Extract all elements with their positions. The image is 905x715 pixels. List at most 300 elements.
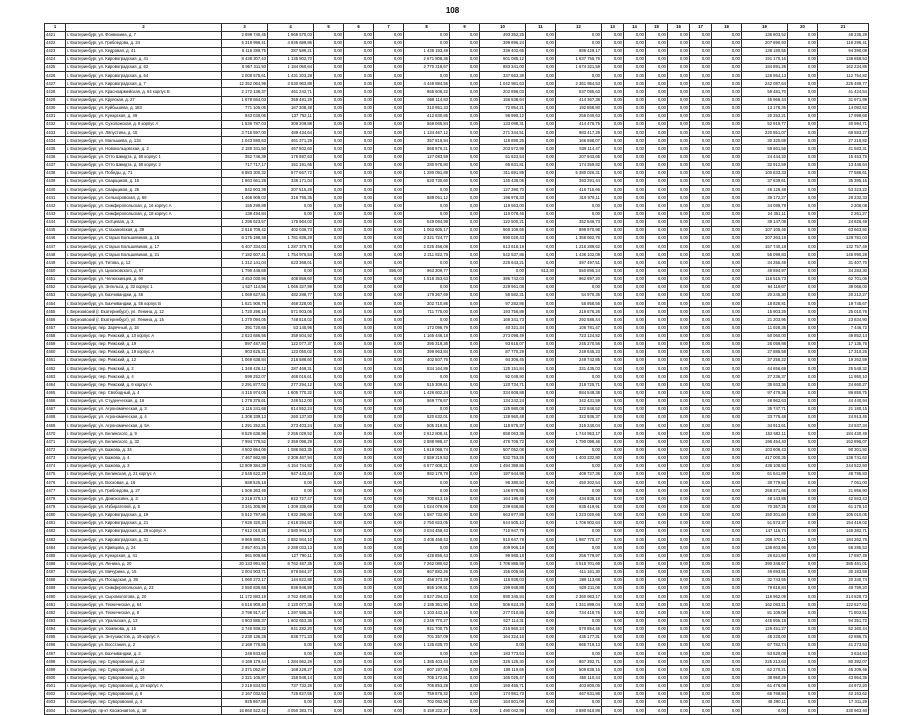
table-row bbox=[45, 316, 869, 324]
amount-cell: 0,00 bbox=[788, 576, 818, 584]
amount-cell: 0,00 bbox=[788, 218, 818, 226]
amount-cell: 0,00 bbox=[624, 55, 646, 63]
amount-cell: 0,00 bbox=[646, 283, 668, 291]
amount-cell: 0,00 bbox=[344, 576, 374, 584]
amount-cell: 0,00 bbox=[668, 308, 690, 316]
amount-cell: 4 935 689,86 bbox=[268, 39, 314, 47]
amount-cell: 2 321 724,77 bbox=[404, 235, 450, 243]
amount-cell: 2 172 136,37 bbox=[222, 88, 268, 96]
row-number-cell: 4428 bbox=[45, 88, 66, 96]
amount-cell: 1 536 787,03 bbox=[222, 121, 268, 129]
amount-cell: 96 380,50 bbox=[480, 479, 526, 487]
table-row bbox=[45, 235, 869, 243]
table-row bbox=[45, 64, 869, 72]
amount-cell: 455 110,44 bbox=[556, 674, 602, 682]
amount-cell: 0,00 bbox=[344, 194, 374, 202]
address-cell: г. Екатеринбург, ул. Челюскинцев, д. 90 bbox=[66, 275, 222, 283]
amount-cell: 48 143,88 bbox=[742, 495, 788, 503]
amount-cell: 0,00 bbox=[526, 544, 556, 552]
amount-cell: 0,00 bbox=[646, 658, 668, 666]
amount-cell: 2 361 954,53 bbox=[556, 80, 602, 88]
amount-cell: 0,00 bbox=[526, 243, 556, 251]
amount-cell: 1 184 050,64 bbox=[268, 64, 314, 72]
amount-cell: 0,00 bbox=[788, 178, 818, 186]
amount-cell: 0,00 bbox=[788, 658, 818, 666]
amount-cell: 509 838,15 bbox=[556, 666, 602, 674]
amount-cell: 0,00 bbox=[712, 503, 742, 511]
amount-cell: 0,00 bbox=[450, 243, 480, 251]
amount-cell: 0,00 bbox=[788, 251, 818, 259]
amount-cell: 0,00 bbox=[374, 666, 404, 674]
amount-cell: 0,00 bbox=[374, 178, 404, 186]
amount-cell: 271 344,51 bbox=[480, 129, 526, 137]
amount-cell: 0,00 bbox=[314, 340, 344, 348]
address-cell: г. Екатеринбург, пр-кт Космонавтов, д. 18 bbox=[66, 707, 222, 715]
amount-cell: 0,00 bbox=[668, 340, 690, 348]
amount-cell: 1 637 755,76 bbox=[556, 55, 602, 63]
amount-cell: 1 403 232,80 bbox=[556, 454, 602, 462]
amount-cell: 0,00 bbox=[450, 487, 480, 495]
amount-cell: 256 040,63 bbox=[556, 112, 602, 120]
amount-cell: 0,00 bbox=[646, 373, 668, 381]
amount-cell: 0,00 bbox=[374, 528, 404, 536]
amount-cell: 1 042 981,63 bbox=[480, 80, 526, 88]
amount-cell: 0,00 bbox=[788, 536, 818, 544]
row-number-cell: 4500 bbox=[45, 674, 66, 682]
amount-cell: 539 114,47 bbox=[556, 145, 602, 153]
amount-cell: 48 785,83 bbox=[818, 471, 869, 479]
row-number-cell: 4463 bbox=[45, 373, 66, 381]
row-number-cell: 4480 bbox=[45, 511, 66, 519]
amount-cell: 0,00 bbox=[314, 560, 344, 568]
amount-cell: 0,00 bbox=[788, 88, 818, 96]
amount-cell: 146 990,28 bbox=[818, 251, 869, 259]
amount-cell: 0,00 bbox=[712, 226, 742, 234]
amount-cell: 416 715,66 bbox=[556, 186, 602, 194]
amount-cell: 0,00 bbox=[602, 633, 624, 641]
amount-cell: 0,00 bbox=[344, 80, 374, 88]
amount-cell: 0,00 bbox=[788, 283, 818, 291]
amount-cell: 0,00 bbox=[712, 235, 742, 243]
amount-cell: 6 516 900,40 bbox=[222, 601, 268, 609]
amount-cell: 0,00 bbox=[314, 625, 344, 633]
amount-cell: 0,00 bbox=[712, 471, 742, 479]
amount-cell: 72 854,21 bbox=[480, 104, 526, 112]
amount-cell: 0,00 bbox=[788, 348, 818, 356]
amount-cell: 0,00 bbox=[712, 617, 742, 625]
amount-cell: 0,00 bbox=[788, 267, 818, 275]
amount-cell: 0,00 bbox=[690, 650, 712, 658]
amount-cell: 0,00 bbox=[646, 576, 668, 584]
amount-cell: 595,00 bbox=[374, 267, 404, 275]
row-number-cell: 4455 bbox=[45, 308, 66, 316]
amount-cell: 0,00 bbox=[602, 666, 624, 674]
amount-cell: 0,00 bbox=[374, 235, 404, 243]
amount-cell: 277 010,86 bbox=[480, 609, 526, 617]
amount-cell: 0,00 bbox=[404, 479, 450, 487]
table-row bbox=[45, 55, 869, 63]
amount-cell: 16 860 522,42 bbox=[222, 707, 268, 715]
amount-cell: 116 962,09 bbox=[742, 593, 788, 601]
amount-cell: 0,00 bbox=[668, 519, 690, 527]
amount-cell: 0,00 bbox=[314, 259, 344, 267]
amount-cell: 0,00 bbox=[314, 495, 344, 503]
amount-cell: 620 730,60 bbox=[404, 178, 450, 186]
amount-cell: 0,00 bbox=[314, 397, 344, 405]
row-number-cell: 4467 bbox=[45, 405, 66, 413]
amount-cell: 570 854,46 bbox=[556, 625, 602, 633]
amount-cell: 0,00 bbox=[344, 104, 374, 112]
amount-cell: 62 701,06 bbox=[818, 275, 869, 283]
table-row bbox=[45, 568, 869, 576]
amount-cell: 0,00 bbox=[450, 666, 480, 674]
amount-cell: 13 176,35 bbox=[742, 104, 788, 112]
amount-cell: 315 240,04 bbox=[556, 422, 602, 430]
amount-cell: 215 960,24 bbox=[480, 625, 526, 633]
address-cell: г. Екатеринбург, ул. Техническая, д. 64 bbox=[66, 601, 222, 609]
amount-cell: 0,00 bbox=[624, 699, 646, 707]
amount-cell: 0,00 bbox=[602, 471, 624, 479]
amount-cell: 0,00 bbox=[690, 161, 712, 169]
amount-cell: 193 756,89 bbox=[480, 308, 526, 316]
amount-cell: 68 583,27 bbox=[818, 129, 869, 137]
amount-cell: 0,00 bbox=[668, 161, 690, 169]
amount-cell: 0,00 bbox=[690, 129, 712, 137]
row-number-cell: 4462 bbox=[45, 365, 66, 373]
amount-cell: 0,00 bbox=[602, 438, 624, 446]
amount-cell: 144 822,88 bbox=[268, 576, 314, 584]
amount-cell: 0,00 bbox=[624, 585, 646, 593]
row-number-cell: 4435 bbox=[45, 145, 66, 153]
amount-cell: 0,00 bbox=[646, 47, 668, 55]
amount-cell: 0,00 bbox=[314, 104, 344, 112]
column-number: 10 bbox=[480, 24, 526, 32]
amount-cell: 0,00 bbox=[690, 422, 712, 430]
amount-cell: 0,00 bbox=[268, 487, 314, 495]
amount-cell: 0,00 bbox=[374, 430, 404, 438]
amount-cell: 35 933,36 bbox=[742, 381, 788, 389]
amount-cell: 614 552,24 bbox=[268, 405, 314, 413]
amount-cell: 0,00 bbox=[712, 633, 742, 641]
amount-cell: 0,00 bbox=[344, 373, 374, 381]
amount-cell: 0,00 bbox=[690, 332, 712, 340]
amount-cell: 0,00 bbox=[690, 511, 712, 519]
amount-cell: 1 086 563,35 bbox=[268, 446, 314, 454]
address-cell: г. Екатеринбург, ул. Агрономическая, д. 4 bbox=[66, 414, 222, 422]
amount-cell: 0,00 bbox=[374, 454, 404, 462]
amount-cell: 943 030,06 bbox=[222, 112, 268, 120]
amount-cell: 0,00 bbox=[314, 487, 344, 495]
table-row bbox=[45, 80, 869, 88]
amount-cell: 0,00 bbox=[314, 324, 344, 332]
amount-cell: 0,00 bbox=[690, 454, 712, 462]
amount-cell: 0,00 bbox=[712, 560, 742, 568]
amount-cell: 0,00 bbox=[624, 422, 646, 430]
amount-cell: 2 308 467,94 bbox=[268, 454, 314, 462]
amount-cell: 0,00 bbox=[602, 332, 624, 340]
amount-cell: 0,00 bbox=[314, 471, 344, 479]
amount-cell: 0,00 bbox=[374, 55, 404, 63]
amount-cell: 0,00 bbox=[646, 430, 668, 438]
amount-cell: 20 133 991,92 bbox=[222, 560, 268, 568]
amount-cell: 273 098,49 bbox=[480, 332, 526, 340]
amount-cell: 0,00 bbox=[374, 324, 404, 332]
amount-cell: 199 948,88 bbox=[480, 585, 526, 593]
row-number-cell: 4441 bbox=[45, 194, 66, 202]
amount-cell: 0,00 bbox=[450, 169, 480, 177]
amount-cell: 326 125,30 bbox=[480, 658, 526, 666]
amount-cell: 0,00 bbox=[404, 544, 450, 552]
address-cell: г. Екатеринбург, ул. Кировоградская, д. 64 bbox=[66, 72, 222, 80]
amount-cell: 0,00 bbox=[526, 462, 556, 470]
amount-cell: 0,00 bbox=[344, 218, 374, 226]
amount-cell: 0,00 bbox=[624, 642, 646, 650]
amount-cell: 0,00 bbox=[668, 487, 690, 495]
amount-cell: 0,00 bbox=[668, 430, 690, 438]
amount-cell: 184 891,28 bbox=[742, 64, 788, 72]
amount-cell: 0,00 bbox=[314, 503, 344, 511]
amount-cell: 136 803,52 bbox=[742, 31, 788, 39]
amount-cell: 0,00 bbox=[690, 430, 712, 438]
address-cell: г. Екатеринбург, ул. Красноармейская, д. 64 корпус Б bbox=[66, 88, 222, 96]
amount-cell: 882 179,79 bbox=[404, 471, 450, 479]
amount-cell: 336 171,04 bbox=[268, 178, 314, 186]
amount-cell: 0,00 bbox=[690, 389, 712, 397]
address-cell: г. Екатеринбург, ул. Бажова, д. 4 bbox=[66, 454, 222, 462]
column-number: 9 bbox=[450, 24, 480, 32]
amount-cell: 0,00 bbox=[344, 161, 374, 169]
amount-cell: 2 120 077,36 bbox=[268, 601, 314, 609]
row-number-cell: 4497 bbox=[45, 650, 66, 658]
amount-cell: 890 345,94 bbox=[480, 593, 526, 601]
amount-cell: 0,00 bbox=[624, 544, 646, 552]
amount-cell: 0,00 bbox=[602, 55, 624, 63]
amount-cell: 11 928,36 bbox=[742, 324, 788, 332]
amount-cell: 2 230 136,28 bbox=[222, 633, 268, 641]
amount-cell: 0,00 bbox=[314, 55, 344, 63]
amount-cell: 7 926 320,34 bbox=[222, 519, 268, 527]
amount-cell: 506 624,29 bbox=[480, 601, 526, 609]
amount-cell: 0,00 bbox=[602, 454, 624, 462]
amount-cell: 133 098,31 bbox=[480, 121, 526, 129]
amount-cell: 3 798 917,47 bbox=[222, 609, 268, 617]
amount-cell: 983 417,29 bbox=[556, 129, 602, 137]
table-row bbox=[45, 519, 869, 527]
amount-cell: 49 693,81 bbox=[742, 568, 788, 576]
amount-cell: 0,00 bbox=[374, 438, 404, 446]
amount-cell: 0,00 bbox=[646, 292, 668, 300]
amount-cell: 0,00 bbox=[374, 674, 404, 682]
amount-cell: 1 165 446,18 bbox=[404, 332, 450, 340]
amount-cell: 0,00 bbox=[374, 202, 404, 210]
amount-cell: 94 390,09 bbox=[818, 47, 869, 55]
amount-cell: 41 273,53 bbox=[818, 642, 869, 650]
amount-cell: 17 135,76 bbox=[818, 340, 869, 348]
amount-cell: 1 527 114,56 bbox=[222, 283, 268, 291]
register-table-container bbox=[44, 23, 868, 715]
amount-cell: 0,00 bbox=[690, 495, 712, 503]
amount-cell: 0,00 bbox=[624, 568, 646, 576]
amount-cell: 0,00 bbox=[526, 471, 556, 479]
amount-cell: 0,00 bbox=[668, 568, 690, 576]
table-row bbox=[45, 446, 869, 454]
amount-cell: 106 781,47 bbox=[556, 324, 602, 332]
amount-cell: 14 082,52 bbox=[818, 104, 869, 112]
amount-cell: 0,00 bbox=[526, 373, 556, 381]
amount-cell: 0,00 bbox=[624, 47, 646, 55]
table-row bbox=[45, 88, 869, 96]
amount-cell: 0,00 bbox=[646, 397, 668, 405]
amount-cell: 0,00 bbox=[690, 324, 712, 332]
amount-cell: 0,00 bbox=[624, 210, 646, 218]
amount-cell: 402 036,73 bbox=[268, 226, 314, 234]
amount-cell: 0,00 bbox=[526, 601, 556, 609]
amount-cell: 838 771,33 bbox=[268, 633, 314, 641]
amount-cell: 0,00 bbox=[344, 348, 374, 356]
amount-cell: 0,00 bbox=[788, 609, 818, 617]
amount-cell: 0,00 bbox=[624, 373, 646, 381]
address-cell: г. Екатеринбург, ул. Ситцевая, д. 2 bbox=[66, 218, 222, 226]
address-cell: г. Екатеринбург, ул. Кировоградская, д. 29 корпус А bbox=[66, 528, 222, 536]
row-number-cell: 4447 bbox=[45, 243, 66, 251]
row-number-cell: 4434 bbox=[45, 137, 66, 145]
amount-cell: 0,00 bbox=[690, 88, 712, 96]
amount-cell: 0,00 bbox=[450, 202, 480, 210]
amount-cell: 167 308,48 bbox=[268, 104, 314, 112]
amount-cell: 207 890,93 bbox=[742, 39, 788, 47]
table-row bbox=[45, 104, 869, 112]
amount-cell: 0,00 bbox=[526, 438, 556, 446]
amount-cell: 0,00 bbox=[344, 495, 374, 503]
amount-cell: 0,00 bbox=[624, 487, 646, 495]
amount-cell: 1 720 296,16 bbox=[222, 308, 268, 316]
amount-cell: 0,00 bbox=[624, 519, 646, 527]
amount-cell: 27 885,58 bbox=[742, 348, 788, 356]
amount-cell: 0,00 bbox=[788, 454, 818, 462]
table-row bbox=[45, 161, 869, 169]
amount-cell: 0,00 bbox=[450, 161, 480, 169]
amount-cell: 0,00 bbox=[404, 31, 450, 39]
amount-cell: 701 357,09 bbox=[404, 633, 450, 641]
row-number-cell: 4483 bbox=[45, 536, 66, 544]
amount-cell: 2 185 361,90 bbox=[404, 601, 450, 609]
amount-cell: 52 919,77 bbox=[742, 121, 788, 129]
amount-cell: 1 790 098,46 bbox=[556, 438, 602, 446]
amount-cell: 759 875,32 bbox=[404, 690, 450, 698]
amount-cell: 1 969 570,03 bbox=[268, 31, 314, 39]
row-number-cell: 4440 bbox=[45, 186, 66, 194]
amount-cell: 0,00 bbox=[712, 528, 742, 536]
amount-cell: 0,00 bbox=[668, 446, 690, 454]
address-cell: г. Екатеринбург, пер. Суворовский, д. 14 bbox=[66, 666, 222, 674]
address-cell: г. Екатеринбург, ул. Восстания, д. 2 bbox=[66, 642, 222, 650]
amount-cell: 0,00 bbox=[450, 609, 480, 617]
amount-cell: 2 321 105,87 bbox=[222, 674, 268, 682]
amount-cell: 175 964,02 bbox=[268, 218, 314, 226]
amount-cell: 0,00 bbox=[526, 218, 556, 226]
amount-cell: 0,00 bbox=[374, 308, 404, 316]
amount-cell: 0,00 bbox=[712, 601, 742, 609]
amount-cell: 0,00 bbox=[646, 625, 668, 633]
amount-cell: 0,00 bbox=[668, 153, 690, 161]
amount-cell: 0,00 bbox=[602, 72, 624, 80]
amount-cell: 0,00 bbox=[690, 55, 712, 63]
amount-cell: 0,00 bbox=[668, 121, 690, 129]
amount-cell: 150 301,60 bbox=[742, 511, 788, 519]
amount-cell: 0,00 bbox=[526, 202, 556, 210]
amount-cell: 0,00 bbox=[344, 112, 374, 120]
amount-cell: 836 946,89 bbox=[268, 585, 314, 593]
amount-cell: 0,00 bbox=[602, 609, 624, 617]
amount-cell: 0,00 bbox=[646, 414, 668, 422]
amount-cell: 0,00 bbox=[374, 275, 404, 283]
amount-cell: 0,00 bbox=[690, 80, 712, 88]
amount-cell: 717 717,17 bbox=[222, 161, 268, 169]
amount-cell: 116 515,73 bbox=[742, 275, 788, 283]
table-row bbox=[45, 471, 869, 479]
column-number: 18 bbox=[712, 24, 742, 32]
amount-cell: 0,00 bbox=[646, 259, 668, 267]
amount-cell: 0,00 bbox=[668, 397, 690, 405]
amount-cell: 0,00 bbox=[314, 39, 344, 47]
amount-cell: 0,00 bbox=[624, 308, 646, 316]
amount-cell: 0,00 bbox=[690, 690, 712, 698]
amount-cell: 0,00 bbox=[314, 601, 344, 609]
amount-cell: 27 236,37 bbox=[742, 373, 788, 381]
amount-cell: 0,00 bbox=[602, 585, 624, 593]
amount-cell: 0,00 bbox=[624, 316, 646, 324]
amount-cell: 0,00 bbox=[624, 576, 646, 584]
amount-cell: 1 069 627,81 bbox=[222, 292, 268, 300]
row-number-cell: 4466 bbox=[45, 397, 66, 405]
amount-cell: 0,00 bbox=[712, 308, 742, 316]
amount-cell: 0,00 bbox=[344, 650, 374, 658]
amount-cell: 0,00 bbox=[646, 178, 668, 186]
amount-cell: 0,00 bbox=[646, 316, 668, 324]
amount-cell: 1 518 353,63 bbox=[404, 275, 450, 283]
amount-cell: 172 096,79 bbox=[404, 324, 450, 332]
amount-cell: 0,00 bbox=[450, 479, 480, 487]
amount-cell: 0,00 bbox=[690, 381, 712, 389]
amount-cell: 0,00 bbox=[788, 699, 818, 707]
amount-cell: 48 290,11 bbox=[742, 699, 788, 707]
amount-cell: 0,00 bbox=[314, 389, 344, 397]
amount-cell: 24 913,45 bbox=[818, 414, 869, 422]
amount-cell: 0,00 bbox=[712, 422, 742, 430]
address-cell: г. Екатеринбург, ул. Бахчиванджи, д. 2 bbox=[66, 650, 222, 658]
amount-cell: 0,00 bbox=[374, 348, 404, 356]
amount-cell: 147 116,74 bbox=[742, 528, 788, 536]
amount-cell: 1 062 605,17 bbox=[404, 226, 450, 234]
amount-cell: 0,00 bbox=[268, 642, 314, 650]
amount-cell: 6 175 196,48 bbox=[222, 235, 268, 243]
address-cell: г. Екатеринбург, ул. Бахчиванджи, д. 46 bbox=[66, 292, 222, 300]
address-cell: г. Екатеринбург, пер. Свободный, д. 4 bbox=[66, 389, 222, 397]
amount-cell: 0,00 bbox=[526, 72, 556, 80]
amount-cell: 0,00 bbox=[526, 112, 556, 120]
amount-cell: 0,00 bbox=[526, 381, 556, 389]
amount-cell: 705 853,28 bbox=[404, 682, 450, 690]
amount-cell: 0,00 bbox=[690, 283, 712, 291]
amount-cell: 129 451,27 bbox=[742, 625, 788, 633]
amount-cell: 0,00 bbox=[602, 479, 624, 487]
amount-cell: 0,00 bbox=[690, 104, 712, 112]
amount-cell: 1 678 554,03 bbox=[222, 96, 268, 104]
amount-cell: 0,00 bbox=[668, 609, 690, 617]
amount-cell: 0,00 bbox=[344, 300, 374, 308]
amount-cell: 0,00 bbox=[526, 560, 556, 568]
amount-cell: 0,00 bbox=[450, 178, 480, 186]
